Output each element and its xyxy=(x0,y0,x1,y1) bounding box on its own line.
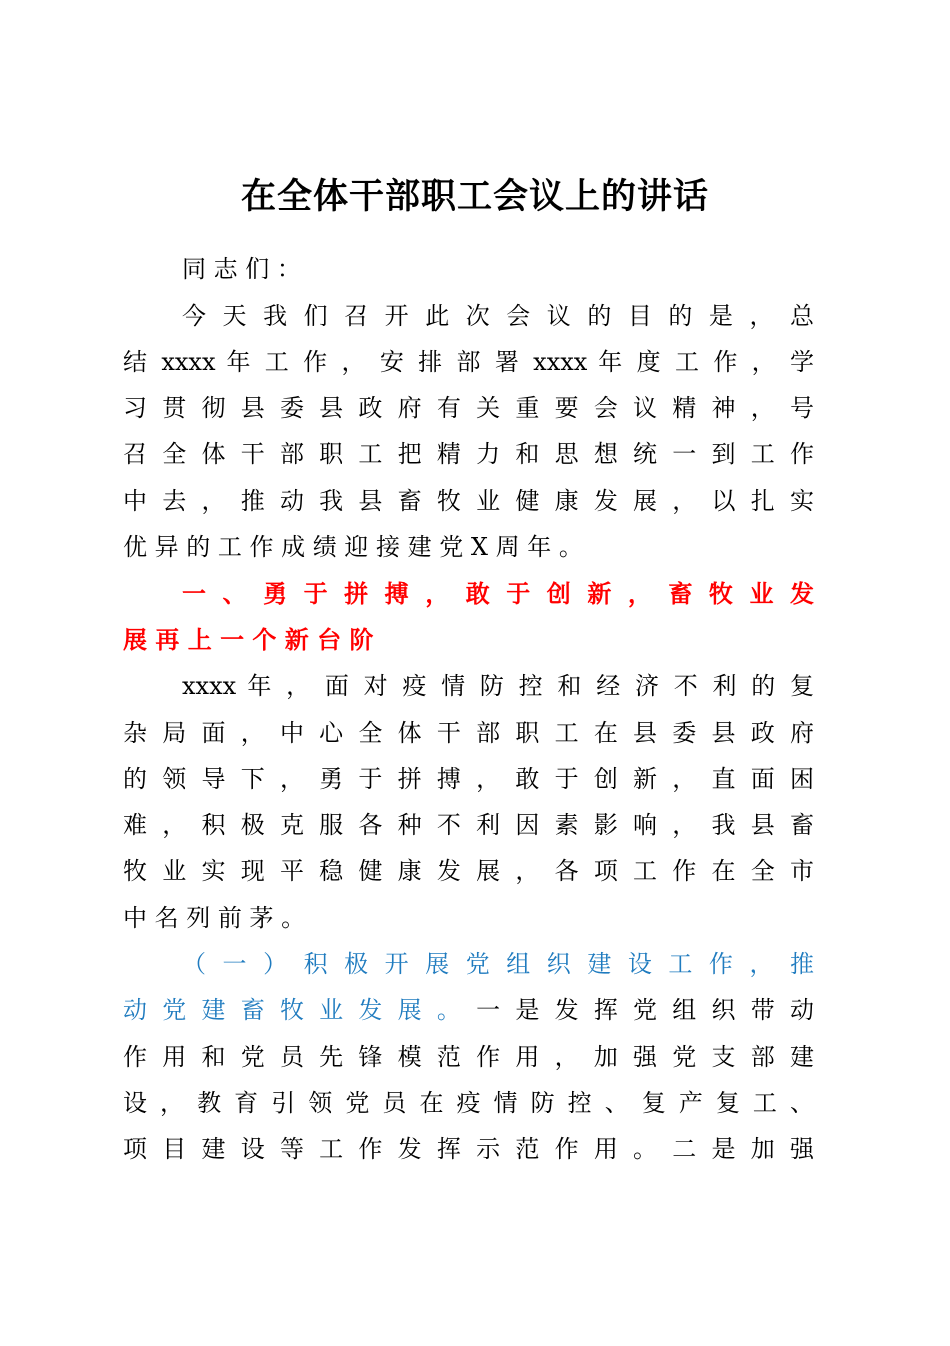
body-line: 杂 局 面 ， 中 心 全 体 干 部 职 工 在 县 委 县 政 府 xyxy=(123,719,814,747)
body-line: 项 目 建 设 等 工 作 发 挥 示 范 作 用 。 二 是 加 强 xyxy=(123,1135,814,1163)
body-line: 难 ， 积 极 克 服 各 种 不 利 因 素 影 响 ， 我 县 畜 xyxy=(123,811,814,839)
intro-line: 优 异 的 工 作 成 绩 迎 接 建 党 X 周 年 。 xyxy=(123,533,583,561)
body-line: 牧 业 实 现 平 稳 健 康 发 展 ， 各 项 工 作 在 全 市 xyxy=(123,857,814,885)
body-line: xxxx 年 ， 面 对 疫 情 防 控 和 经 济 不 利 的 复 xyxy=(182,672,814,700)
body-text-run: 一 是 发 挥 党 组 织 带 动 xyxy=(464,996,814,1024)
intro-line: 习 贯 彻 县 委 县 政 府 有 关 重 要 会 议 精 神 ， 号 xyxy=(123,394,814,422)
body-line: 作 用 和 党 员 先 锋 模 范 作 用 ， 加 强 党 支 部 建 xyxy=(123,1043,814,1071)
subsection-heading-tail: 动 党 建 畜 牧 业 发 展 。 xyxy=(123,996,465,1024)
intro-line: 结 xxxx 年 工 作 ， 安 排 部 署 xxxx 年 度 工 作 ， 学 xyxy=(123,348,814,376)
body-line: 的 领 导 下 ， 勇 于 拼 搏 ， 敢 于 创 新 ， 直 面 困 xyxy=(123,765,814,793)
section-heading: 一 、 勇 于 拼 搏 ， 敢 于 创 新 ， 畜 牧 业 发 xyxy=(182,580,814,608)
body-line: 中 名 列 前 茅 。 xyxy=(123,904,306,932)
subsection-heading-line xyxy=(123,990,814,1030)
body-line: 设 ， 教 育 引 领 党 员 在 疫 情 防 控 、 复 产 复 工 、 xyxy=(123,1089,814,1117)
document-title: 在全体干部职工会议上的讲话 xyxy=(240,177,709,217)
section-heading: 展 再 上 一 个 新 台 阶 xyxy=(123,626,374,654)
intro-line: 召 全 体 干 部 职 工 把 精 力 和 思 想 统 一 到 工 作 xyxy=(123,440,814,468)
subsection-heading: （ 一 ） 积 极 开 展 党 组 织 建 设 工 作 ， 推 xyxy=(182,950,814,978)
greeting: 同 志 们 ： xyxy=(182,255,301,283)
intro-line: 今 天 我 们 召 开 此 次 会 议 的 目 的 是 ， 总 xyxy=(182,302,814,330)
intro-line: 中 去 ， 推 动 我 县 畜 牧 业 健 康 发 展 ， 以 扎 实 xyxy=(123,487,814,515)
